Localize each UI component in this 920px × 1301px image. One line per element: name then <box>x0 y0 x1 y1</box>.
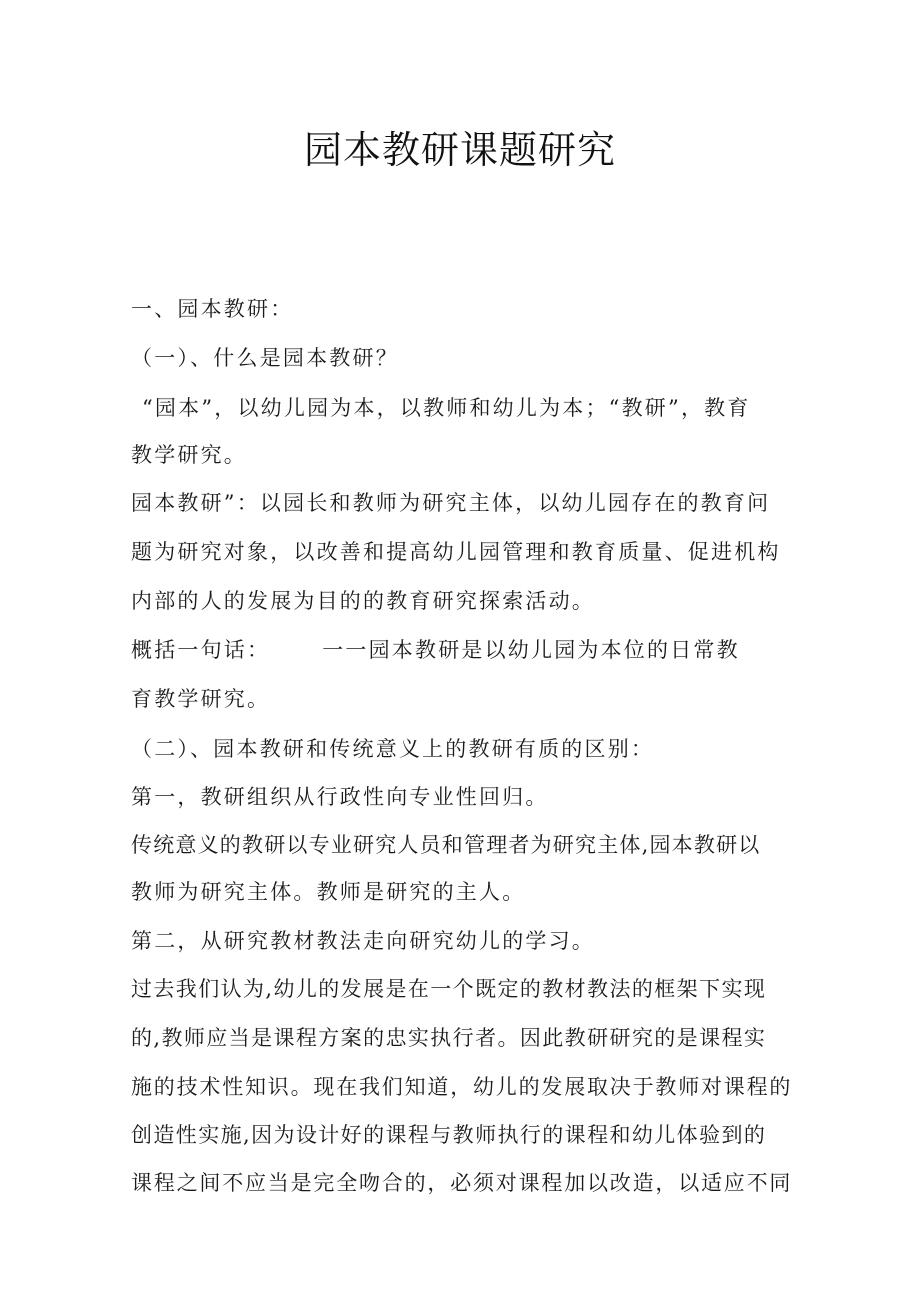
paragraph-line: 题为研究对象，以改善和提高幼儿园管理和教育质量、促进机构 <box>131 540 781 564</box>
paragraph-line: 园本教研”：以园长和教师为研究主体，以幼儿园存在的教育问 <box>131 491 771 515</box>
paragraph-line: 育教学研究。 <box>131 687 271 711</box>
subsection-heading: （一）、什么是园本教研？ <box>131 346 399 370</box>
paragraph-line: 传统意义的教研以专业研究人员和管理者为研究主体,园本教研以 <box>131 833 761 857</box>
paragraph-line: 课程之间不应当是完全吻合的，必须对课程加以改造，以适应不同 <box>131 1171 793 1195</box>
point-heading: 第二，从研究教材教法走向研究幼儿的学习。 <box>131 929 595 953</box>
page-title: 园本教研课题研究 <box>303 128 616 172</box>
paragraph-line: 施的技术性知识。现在我们知道，幼儿的发展取决于教师对课程的 <box>131 1075 793 1099</box>
paragraph-line: “园本”，以幼儿园为本，以教师和幼儿为本；“教研”，教育 <box>142 396 751 420</box>
paragraph-line: 过去我们认为,幼儿的发展是在一个既定的教材教法的框架下实现 <box>131 977 767 1001</box>
paragraph-line: 的,教师应当是课程方案的忠实执行者。因此教研研究的是课程实 <box>131 1026 767 1050</box>
section-heading: 一、园本教研： <box>131 297 294 321</box>
paragraph-line: 教学研究。 <box>131 443 247 467</box>
point-heading: 第一，教研组织从行政性向专业性回归。 <box>131 785 549 809</box>
summary-label: 概括一句话： <box>131 638 271 662</box>
paragraph-line: 创造性实施,因为设计好的课程与教师执行的课程和幼儿体验到的 <box>131 1123 767 1147</box>
paragraph-line: 内部的人的发展为目的的教育研究探索活动。 <box>131 589 595 613</box>
subsection-heading: （二）、园本教研和传统意义上的教研有质的区别： <box>131 737 655 761</box>
paragraph-line: 教师为研究主体。教师是研究的主人。 <box>131 880 526 904</box>
summary-text: 一一园本教研是以幼儿园为本位的日常教 <box>322 638 740 662</box>
summary-line <box>131 635 740 665</box>
